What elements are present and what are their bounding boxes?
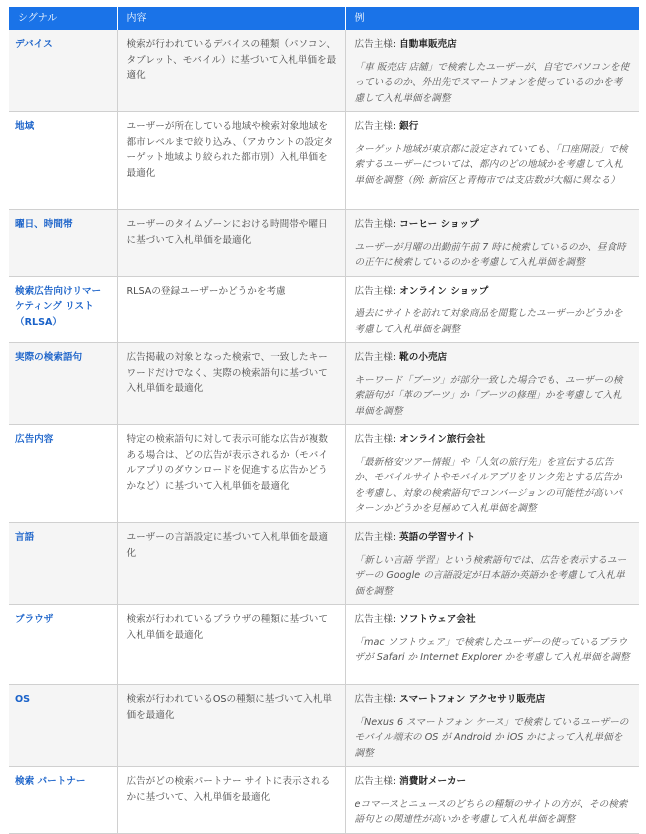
advertiser-prefix: 広告主様:	[354, 219, 400, 230]
advertiser-name: コーヒー ショップ	[399, 219, 479, 230]
signal-name: 言語	[9, 523, 117, 605]
advertiser-line	[355, 284, 632, 300]
header-row	[9, 7, 639, 30]
advertiser-prefix: 広告主様:	[354, 694, 400, 705]
advertiser-prefix: 広告主様:	[354, 352, 400, 363]
example-text: キーワード「ブーツ」が部分一致した場合でも、ユーザーの検索語句が「革のブーツ」か「ブーツの修理」かを考慮して入札単価を調整	[354, 374, 623, 417]
advertiser-line	[355, 350, 632, 366]
advertiser-line	[355, 37, 632, 53]
table-row	[9, 425, 639, 523]
example-cell	[345, 605, 639, 685]
table-row	[9, 767, 639, 834]
advertiser-name: 英語の学習サイト	[399, 532, 476, 543]
example-text: ユーザーが月曜の出勤前午前 7 時に検索しているのか、昼食時の正午に検索しているのかを考慮して入札単価を調整	[354, 241, 626, 268]
advertiser-name: オンライン旅行会社	[399, 434, 486, 445]
signal-name: OS	[9, 685, 117, 767]
signal-name: 検索広告向けリマーケティング リスト（RLSA）	[9, 276, 117, 343]
table-row	[9, 343, 639, 425]
signal-name: ブラウザ	[9, 605, 117, 685]
advertiser-line	[355, 530, 632, 546]
example-cell	[345, 276, 639, 343]
example-text: 「mac ソフトウェア」で検索したユーザーの使っているブラウザが Safari か Internet Explorer かを考慮して入札単価を調整	[354, 636, 630, 663]
advertiser-name: 消費財メーカー	[399, 776, 467, 787]
signal-description: ユーザーの言語設定に基づいて入札単価を最適化	[117, 523, 345, 605]
table-row	[9, 210, 639, 277]
signal-name: 曜日、時間帯	[9, 210, 117, 277]
header-example: 例	[345, 7, 639, 30]
signal-description: ユーザーが所在している地域や検索対象地域を都市レベルまで絞り込み、（アカウントの設定ターゲット地域より絞られた都市別）入札単価を最適化	[117, 112, 345, 210]
signal-description: 広告掲載の対象となった検索で、一致したキーワードだけでなく、実際の検索語句に基づいて入札単価を最適化	[117, 343, 345, 425]
advertiser-name: オンライン ショップ	[399, 285, 489, 297]
advertiser-name: 銀行	[399, 121, 419, 132]
table-row	[9, 30, 639, 112]
advertiser-line	[355, 692, 632, 708]
table-row	[9, 112, 639, 210]
example-cell	[345, 343, 639, 425]
signal-description: RLSAの登録ユーザーかどうかを考慮	[117, 276, 345, 343]
advertiser-prefix: 広告主様:	[354, 285, 400, 297]
example-text: eコマースとニュースのどちらの種類のサイトの方が、その検索語句との関連性が高いかを考慮して入札単価を調整	[354, 798, 628, 825]
example-cell	[345, 425, 639, 523]
advertiser-line	[355, 217, 632, 233]
signal-description: 特定の検索語句に対して表示可能な広告が複数ある場合は、どの広告が表示されるか（モバイルアプリのダウンロードを促進する広告かどうかなど）に基づいて入札単価を最適化	[117, 425, 345, 523]
example-cell	[345, 523, 639, 605]
advertiser-prefix: 広告主様:	[354, 532, 400, 543]
example-text: 過去にサイトを訪れて対象商品を閲覧したユーザーかどうかを考慮して入札単価を調整	[354, 308, 623, 335]
table-row	[9, 685, 639, 767]
signals-table	[9, 7, 639, 834]
advertiser-line	[355, 119, 632, 135]
example-text: 「最新格安ツアー情報」や「人気の旅行先」を宣伝する広告か、モバイルサイトやモバイルアプリをリンク先とする広告かを考慮し、対象の検索語句でコンバージョンの可能性が高いパターンかどうかを見極めて入札単価を調整	[354, 456, 623, 514]
signal-name: 検索 パートナー	[9, 767, 117, 834]
signal-name: 地域	[9, 112, 117, 210]
signal-description: 広告がどの検索パートナー サイトに表示されるかに基づいて、入札単価を最適化	[117, 767, 345, 834]
advertiser-prefix: 広告主様:	[354, 121, 400, 132]
example-text: ターゲット地域が東京都に設定されていても、「口座開設」で検索するユーザーについては、都内のどの地域かを考慮して入札単価を調整（例: 新宿区と青梅市では支店数が大幅に異なる）	[354, 143, 628, 186]
table-row	[9, 276, 639, 343]
advertiser-line	[355, 432, 632, 448]
example-cell	[345, 112, 639, 210]
example-cell	[345, 30, 639, 112]
example-text: 「新しい言語 学習」という検索語句では、広告を表示するユーザーの Google の言語設定が日本語か英語かを考慮して入札単価を調整	[354, 554, 627, 597]
header-description: 内容	[117, 7, 345, 30]
advertiser-name: 自動車販売店	[399, 39, 457, 50]
advertiser-line	[355, 774, 632, 790]
example-cell	[345, 767, 639, 834]
advertiser-prefix: 広告主様:	[354, 39, 400, 50]
advertiser-prefix: 広告主様:	[354, 776, 400, 787]
advertiser-name: 靴の小売店	[399, 352, 448, 363]
advertiser-prefix: 広告主様:	[354, 434, 400, 445]
table-body	[9, 30, 639, 833]
signal-description: 検索が行われているOSの種類に基づいて入札単価を最適化	[117, 685, 345, 767]
header-signal: シグナル	[9, 7, 117, 30]
signal-name: デバイス	[9, 30, 117, 112]
signal-description: 検索が行われているデバイスの種類（パソコン、タブレット、モバイル）に基づいて入札単価を最適化	[117, 30, 345, 112]
table-row	[9, 605, 639, 685]
advertiser-name: ソフトウェア会社	[399, 614, 476, 625]
signal-description: ユーザーのタイムゾーンにおける時間帯や曜日に基づいて入札単価を最適化	[117, 210, 345, 277]
signal-name: 実際の検索語句	[9, 343, 117, 425]
table-header	[9, 7, 639, 30]
signal-description: 検索が行われているブラウザの種類に基づいて入札単価を最適化	[117, 605, 345, 685]
signal-name: 広告内容	[9, 425, 117, 523]
example-cell	[345, 210, 639, 277]
example-text: 「車 販売店 店舗」で検索したユーザーが、自宅でパソコンを使っているのか、外出先でスマートフォンを使っているのかを考慮して入札単価を調整	[354, 61, 630, 104]
advertiser-line	[355, 612, 632, 628]
table-row	[9, 523, 639, 605]
advertiser-name: スマートフォン アクセサリ販売店	[399, 694, 546, 705]
example-cell	[345, 685, 639, 767]
example-text: 「Nexus 6 スマートフォン ケース」で検索しているユーザーのモバイル端末の OS が Android か iOS かによって入札単価を調整	[354, 716, 629, 759]
advertiser-prefix: 広告主様:	[354, 614, 400, 625]
